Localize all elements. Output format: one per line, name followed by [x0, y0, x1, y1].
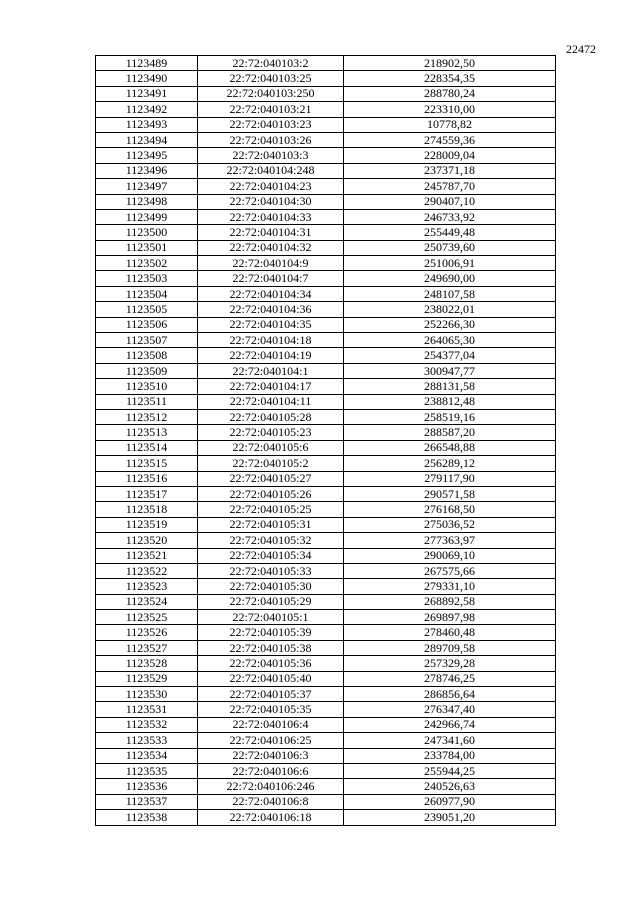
record-number-cell: 1123524	[96, 594, 198, 609]
record-number-cell: 1123522	[96, 563, 198, 578]
cadastral-number-cell: 22:72:040104:35	[198, 317, 344, 332]
record-number-cell: 1123513	[96, 425, 198, 440]
cadastral-number-cell: 22:72:040105:1	[198, 610, 344, 625]
cadastral-number-cell: 22:72:040105:23	[198, 425, 344, 440]
record-number-cell: 1123493	[96, 117, 198, 132]
table-row	[96, 163, 556, 178]
record-number-cell: 1123528	[96, 656, 198, 671]
table-row	[96, 671, 556, 686]
record-number-cell: 1123516	[96, 471, 198, 486]
record-number-cell: 1123509	[96, 363, 198, 378]
cadastral-number-cell: 22:72:040104:18	[198, 333, 344, 348]
cadastral-number-cell: 22:72:040105:6	[198, 440, 344, 455]
value-cell: 290069,10	[344, 548, 556, 563]
record-number-cell: 1123533	[96, 733, 198, 748]
record-number-cell: 1123507	[96, 333, 198, 348]
value-cell: 277363,97	[344, 533, 556, 548]
record-number-cell: 1123490	[96, 71, 198, 86]
value-cell: 238022,01	[344, 302, 556, 317]
record-number-cell: 1123502	[96, 256, 198, 271]
record-number-cell: 1123500	[96, 225, 198, 240]
record-number-cell: 1123519	[96, 517, 198, 532]
table-row	[96, 71, 556, 86]
value-cell: 256289,12	[344, 456, 556, 471]
cadastral-number-cell: 22:72:040105:32	[198, 533, 344, 548]
table-row	[96, 810, 556, 825]
value-cell: 290571,58	[344, 486, 556, 501]
value-cell: 255944,25	[344, 763, 556, 778]
record-number-cell: 1123530	[96, 687, 198, 702]
record-number-cell: 1123503	[96, 271, 198, 286]
value-cell: 289709,58	[344, 640, 556, 655]
table-row	[96, 717, 556, 732]
table-row	[96, 333, 556, 348]
table-row	[96, 302, 556, 317]
table-row	[96, 132, 556, 147]
value-cell: 278746,25	[344, 671, 556, 686]
table-row	[96, 640, 556, 655]
table-row	[96, 271, 556, 286]
cadastral-number-cell: 22:72:040105:40	[198, 671, 344, 686]
cadastral-number-cell: 22:72:040103:3	[198, 148, 344, 163]
table-row	[96, 102, 556, 117]
cadastral-number-cell: 22:72:040105:28	[198, 409, 344, 424]
table-row	[96, 425, 556, 440]
value-cell: 267575,66	[344, 563, 556, 578]
value-cell: 228354,35	[344, 71, 556, 86]
table-row	[96, 625, 556, 640]
record-number-cell: 1123498	[96, 194, 198, 209]
record-number-cell: 1123511	[96, 394, 198, 409]
table-row	[96, 748, 556, 763]
record-number-cell: 1123520	[96, 533, 198, 548]
value-cell: 266548,88	[344, 440, 556, 455]
cadastral-number-cell: 22:72:040106:246	[198, 779, 344, 794]
value-cell: 228009,04	[344, 148, 556, 163]
registry-table-body	[96, 56, 556, 826]
record-number-cell: 1123534	[96, 748, 198, 763]
table-row	[96, 733, 556, 748]
table-row	[96, 394, 556, 409]
value-cell: 276168,50	[344, 502, 556, 517]
table-row	[96, 656, 556, 671]
cadastral-number-cell: 22:72:040105:34	[198, 548, 344, 563]
value-cell: 264065,30	[344, 333, 556, 348]
record-number-cell: 1123536	[96, 779, 198, 794]
record-number-cell: 1123506	[96, 317, 198, 332]
value-cell: 237371,18	[344, 163, 556, 178]
record-number-cell: 1123525	[96, 610, 198, 625]
cadastral-number-cell: 22:72:040105:35	[198, 702, 344, 717]
value-cell: 248107,58	[344, 286, 556, 301]
table-row	[96, 348, 556, 363]
value-cell: 288780,24	[344, 86, 556, 101]
value-cell: 240526,63	[344, 779, 556, 794]
value-cell: 257329,28	[344, 656, 556, 671]
record-number-cell: 1123514	[96, 440, 198, 455]
cadastral-number-cell: 22:72:040105:36	[198, 656, 344, 671]
record-number-cell: 1123499	[96, 209, 198, 224]
value-cell: 274559,36	[344, 132, 556, 147]
value-cell: 260977,90	[344, 794, 556, 809]
table-row	[96, 579, 556, 594]
cadastral-number-cell: 22:72:040104:11	[198, 394, 344, 409]
cadastral-number-cell: 22:72:040103:2	[198, 56, 344, 71]
cadastral-number-cell: 22:72:040105:2	[198, 456, 344, 471]
table-row	[96, 317, 556, 332]
record-number-cell: 1123537	[96, 794, 198, 809]
record-number-cell: 1123517	[96, 486, 198, 501]
value-cell: 246733,92	[344, 209, 556, 224]
table-row	[96, 379, 556, 394]
value-cell: 278460,48	[344, 625, 556, 640]
value-cell: 258519,16	[344, 409, 556, 424]
table-row	[96, 794, 556, 809]
page-number: 22472	[566, 42, 596, 56]
cadastral-number-cell: 22:72:040104:1	[198, 363, 344, 378]
cadastral-number-cell: 22:72:040104:33	[198, 209, 344, 224]
record-number-cell: 1123529	[96, 671, 198, 686]
cadastral-number-cell: 22:72:040104:32	[198, 240, 344, 255]
value-cell: 251006,91	[344, 256, 556, 271]
cadastral-number-cell: 22:72:040105:38	[198, 640, 344, 655]
table-row	[96, 471, 556, 486]
cadastral-number-cell: 22:72:040103:26	[198, 132, 344, 147]
record-number-cell: 1123501	[96, 240, 198, 255]
cadastral-number-cell: 22:72:040105:39	[198, 625, 344, 640]
record-number-cell: 1123497	[96, 179, 198, 194]
record-number-cell: 1123494	[96, 132, 198, 147]
table-row	[96, 563, 556, 578]
value-cell: 255449,48	[344, 225, 556, 240]
value-cell: 249690,00	[344, 271, 556, 286]
record-number-cell: 1123518	[96, 502, 198, 517]
cadastral-number-cell: 22:72:040104:36	[198, 302, 344, 317]
value-cell: 252266,30	[344, 317, 556, 332]
table-row	[96, 763, 556, 778]
cadastral-number-cell: 22:72:040105:33	[198, 563, 344, 578]
record-number-cell: 1123535	[96, 763, 198, 778]
table-row	[96, 56, 556, 71]
cadastral-number-cell: 22:72:040104:17	[198, 379, 344, 394]
cadastral-number-cell: 22:72:040104:248	[198, 163, 344, 178]
value-cell: 223310,00	[344, 102, 556, 117]
value-cell: 290407,10	[344, 194, 556, 209]
cadastral-number-cell: 22:72:040106:18	[198, 810, 344, 825]
table-row	[96, 486, 556, 501]
table-row	[96, 117, 556, 132]
cadastral-number-cell: 22:72:040106:6	[198, 763, 344, 778]
value-cell: 239051,20	[344, 810, 556, 825]
table-row	[96, 779, 556, 794]
cadastral-number-cell: 22:72:040104:23	[198, 179, 344, 194]
value-cell: 286856,64	[344, 687, 556, 702]
value-cell: 245787,70	[344, 179, 556, 194]
table-row	[96, 240, 556, 255]
record-number-cell: 1123510	[96, 379, 198, 394]
value-cell: 269897,98	[344, 610, 556, 625]
table-row	[96, 594, 556, 609]
registry-table	[95, 55, 556, 826]
table-row	[96, 363, 556, 378]
cadastral-number-cell: 22:72:040106:3	[198, 748, 344, 763]
record-number-cell: 1123491	[96, 86, 198, 101]
cadastral-number-cell: 22:72:040104:7	[198, 271, 344, 286]
record-number-cell: 1123495	[96, 148, 198, 163]
cadastral-number-cell: 22:72:040103:25	[198, 71, 344, 86]
cadastral-number-cell: 22:72:040103:23	[198, 117, 344, 132]
table-row	[96, 409, 556, 424]
cadastral-number-cell: 22:72:040103:21	[198, 102, 344, 117]
value-cell: 268892,58	[344, 594, 556, 609]
record-number-cell: 1123515	[96, 456, 198, 471]
cadastral-number-cell: 22:72:040104:31	[198, 225, 344, 240]
value-cell: 288131,58	[344, 379, 556, 394]
value-cell: 233784,00	[344, 748, 556, 763]
cadastral-number-cell: 22:72:040105:25	[198, 502, 344, 517]
value-cell: 10778,82	[344, 117, 556, 132]
value-cell: 276347,40	[344, 702, 556, 717]
record-number-cell: 1123523	[96, 579, 198, 594]
record-number-cell: 1123532	[96, 717, 198, 732]
record-number-cell: 1123504	[96, 286, 198, 301]
table-row	[96, 440, 556, 455]
table-row	[96, 702, 556, 717]
value-cell: 275036,52	[344, 517, 556, 532]
record-number-cell: 1123527	[96, 640, 198, 655]
cadastral-number-cell: 22:72:040105:31	[198, 517, 344, 532]
table-row	[96, 86, 556, 101]
value-cell: 250739,60	[344, 240, 556, 255]
table-row	[96, 225, 556, 240]
table-row	[96, 256, 556, 271]
table-row	[96, 456, 556, 471]
cadastral-number-cell: 22:72:040106:8	[198, 794, 344, 809]
table-row	[96, 548, 556, 563]
record-number-cell: 1123531	[96, 702, 198, 717]
cadastral-number-cell: 22:72:040103:250	[198, 86, 344, 101]
table-row	[96, 517, 556, 532]
cadastral-number-cell: 22:72:040105:37	[198, 687, 344, 702]
cadastral-number-cell: 22:72:040105:30	[198, 579, 344, 594]
table-row	[96, 179, 556, 194]
record-number-cell: 1123492	[96, 102, 198, 117]
value-cell: 279117,90	[344, 471, 556, 486]
table-row	[96, 148, 556, 163]
cadastral-number-cell: 22:72:040106:25	[198, 733, 344, 748]
cadastral-number-cell: 22:72:040105:26	[198, 486, 344, 501]
record-number-cell: 1123538	[96, 810, 198, 825]
record-number-cell: 1123505	[96, 302, 198, 317]
value-cell: 247341,60	[344, 733, 556, 748]
record-number-cell: 1123526	[96, 625, 198, 640]
record-number-cell: 1123512	[96, 409, 198, 424]
cadastral-number-cell: 22:72:040104:34	[198, 286, 344, 301]
table-row	[96, 610, 556, 625]
value-cell: 242966,74	[344, 717, 556, 732]
value-cell: 238812,48	[344, 394, 556, 409]
value-cell: 279331,10	[344, 579, 556, 594]
cadastral-number-cell: 22:72:040104:9	[198, 256, 344, 271]
value-cell: 288587,20	[344, 425, 556, 440]
value-cell: 218902,50	[344, 56, 556, 71]
table-row	[96, 533, 556, 548]
record-number-cell: 1123489	[96, 56, 198, 71]
table-row	[96, 209, 556, 224]
record-number-cell: 1123496	[96, 163, 198, 178]
table-row	[96, 687, 556, 702]
value-cell: 300947,77	[344, 363, 556, 378]
cadastral-number-cell: 22:72:040105:27	[198, 471, 344, 486]
cadastral-number-cell: 22:72:040106:4	[198, 717, 344, 732]
table-row	[96, 194, 556, 209]
record-number-cell: 1123508	[96, 348, 198, 363]
table-row	[96, 286, 556, 301]
cadastral-number-cell: 22:72:040104:19	[198, 348, 344, 363]
value-cell: 254377,04	[344, 348, 556, 363]
cadastral-number-cell: 22:72:040105:29	[198, 594, 344, 609]
table-row	[96, 502, 556, 517]
cadastral-number-cell: 22:72:040104:30	[198, 194, 344, 209]
record-number-cell: 1123521	[96, 548, 198, 563]
